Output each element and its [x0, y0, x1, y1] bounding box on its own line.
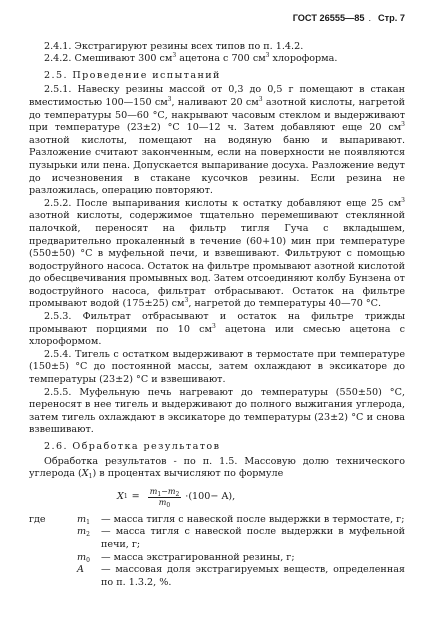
page-header: ГОСТ 26555—85 . Стр. 7 — [292, 13, 405, 23]
paragraph-2-5-3: 2.5.3. Фильтрат отбрасывают и остаток на фильтре трижды промывают порциями по 10 $см^3$ ацетона или смесью ацетона с хлороформом. — [29, 311, 406, 348]
paragraph-2-5-2: 2.5.2. После выпаривания кислоты к остатку добавляют еще 25 $см^3$ азотной кислоты, содержимое тщательно перемешивают стеклянной палочкой, переносят на фильтр тигля Гуча с вкладышем, предварительно прокаленный в течение (60+10) мин при температуре (550±50) °С в муфельной печи, и взвешивают. Фильтруют с помощью водоструйного насоса. Остаток на фильтре промывают азотной кислотой до обесцвечивания промывных вод. Затем отсоединяют колбу Бунзена от водоструйного насоса, фильтрат отбрасывают. Остаток на фильтре промывают водой (175±25) $см^3$, нагретой до температуры 40—70 °С. — [29, 196, 405, 310]
paragraph-2-5-4: 2.5.4. Тигель с остатком выдерживают в термостате при температуре (150±5) °С до постоянной массы, затем охлаждают в эксикаторе до температуры (23±2) °С и взвешивают. — [29, 348, 405, 386]
paragraph-2-5-5: 2.5.5. Муфельную печь нагревают до температуры (550±50) °С, переносят в нее тигель и выдерживают до полного выжигания углерода, затем тигель охлаждают в эксикаторе до температуры (23±2) °С и снова взвешивают. — [29, 386, 405, 436]
standard-number: ГОСТ 26555—85 — [292, 13, 365, 23]
paragraph-2-5-1: 2.5.1. Навеску резины массой от 0,3 до 0,5 г помещают в стакан вместимостью 100—150 $см^3$, наливают 20 $см^3$ азотной кислоты, нагретой до температуры 50—60 °С, накрывают часовым стеклом и выдерживают при температуре (23±2) °С 10—12 ч. Затем добавляют еще 20 $см^3$ азотной кислоты, помещают на водяную баню и выпаривают. Разложение считают законченным, если на поверхности не появляются пузырьки или пена. Допускается выпаривание досуха. Разложение ведут до исчезновения в стакане кусочков резины. Если резина не разложилась, операцию повторяют. — [29, 84, 406, 197]
formula-fraction — [148, 487, 182, 508]
legend-item: A — массовая доля экстрагируемых веществ, определенная по п. 1.3.2, %. — [77, 564, 405, 588]
paragraph-2-6: Обработка результатов - по п. 1.5. Массовую долю технического углерода $(X_1)$ в процентах вычисляют по формуле — [29, 455, 405, 481]
section-heading-2-6: 2.6. Обработка результатов — [44, 441, 221, 452]
page-number: Стр. 7 — [378, 13, 405, 23]
formula-denominator: $m_0$ — [158, 497, 171, 509]
section-heading-2-5: 2.5. Проведение испытаний — [44, 69, 221, 81]
formula-legend — [29, 514, 405, 590]
legend-item: где $m_1$ — масса тигля с навеской после выдержки в термостате, г; — [29, 513, 405, 526]
paragraph-2-4-2: 2.4.2. Смешивают 300 $см^3$ ацетона с 700 $см^3$ хлороформа. — [44, 52, 338, 65]
formula-rhs: ·(100− A), — [185, 490, 236, 502]
formula-numerator: $m_1-m_2$ — [149, 486, 180, 498]
formula: X 1 = $\frac{m_1-m_2}{m_0}$ ·(100− A), — [117, 486, 236, 509]
formula-lhs: X — [117, 490, 124, 502]
legend-item: $m_2$ — масса тигля с навеской после выдержки в муфельной печи, г; — [77, 526, 405, 550]
legend-item: $m_0$ — масса экстрагированной резины, г; — [77, 551, 295, 564]
paragraph-2-4-1: 2.4.1. Экстрагируют резины всех типов по п. 1.4.2. — [44, 40, 304, 52]
formula-equals: = — [131, 490, 140, 502]
